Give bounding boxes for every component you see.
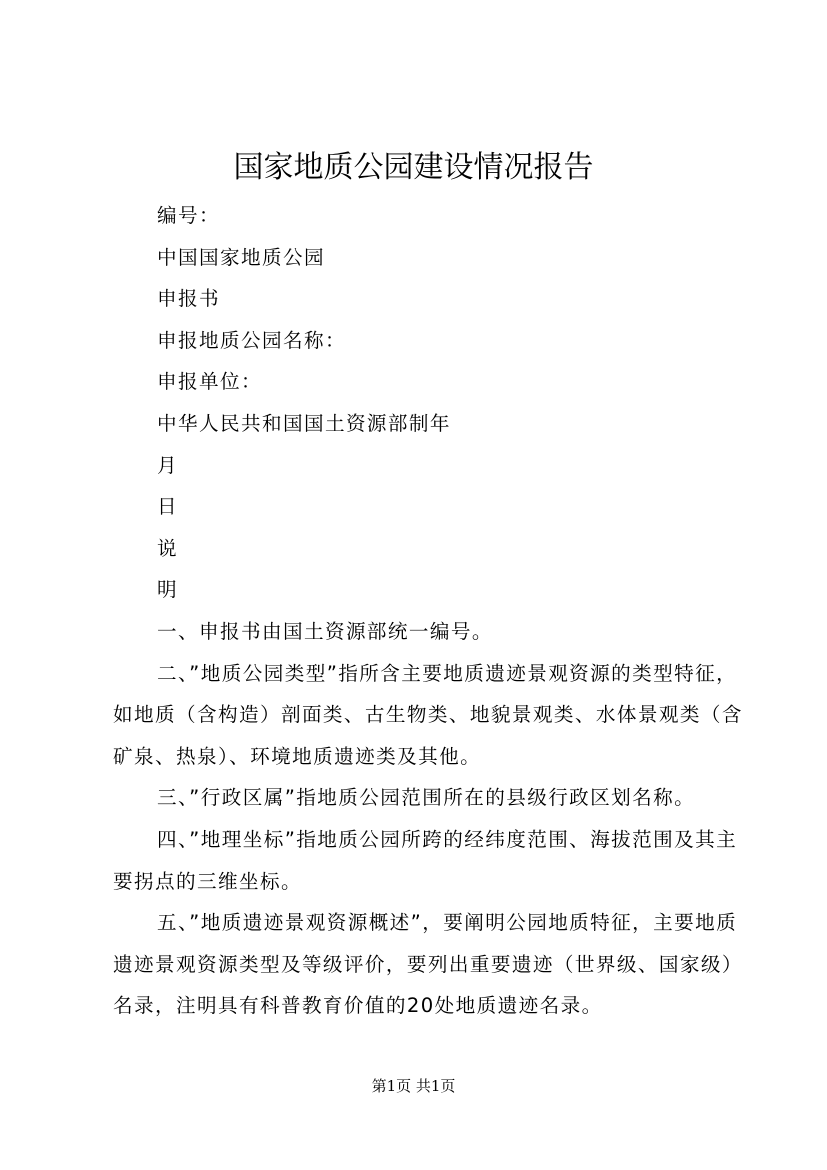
- line-day: 日: [157, 495, 178, 519]
- page-footer: [0, 1076, 827, 1096]
- line-explanation-2: 明: [157, 578, 178, 602]
- document-body: [113, 195, 753, 1027]
- line-park-name: 申报地质公园名称：: [157, 328, 346, 352]
- paragraph-item-1: 一、申报书由国土资源部统一编号。: [157, 619, 493, 643]
- line-month: 月: [157, 453, 178, 477]
- paragraph-item-5: 五、”地质遗迹景观资源概述”，要阐明公园地质特征，主要地质遗迹景观资源类型及等级评价，要列出重要遗迹（世界级、国家级）名录，注明具有科普教育价值的20处地质遗迹名录。: [113, 911, 743, 1018]
- line-serial-number: 编号：: [157, 204, 220, 227]
- paragraph-item-4: 四、”地理坐标”指地质公园所跨的经纬度范围、海拔范围及其主要拐点的三维坐标。: [113, 827, 738, 893]
- line-explanation-1: 说: [157, 536, 178, 560]
- page-number-label: 第1页 共1页: [371, 1077, 456, 1095]
- line-issuer-year: 中华人民共和国国土资源部制年: [157, 411, 451, 435]
- paragraph-item-2: 二、”地质公园类型”指所含主要地质遗迹景观资源的类型特征，如地质（含构造）剖面类、古生物类、地貌景观类、水体景观类（含矿泉、热泉）、环境地质遗迹类及其他。: [113, 661, 743, 768]
- line-applicant-unit: 申报单位：: [157, 370, 262, 394]
- line-application-form: 申报书: [157, 287, 220, 311]
- paragraph-item-3: 三、”行政区属”指地质公园范围所在的县级行政区划名称。: [157, 786, 696, 810]
- line-park-category: 中国国家地质公园: [157, 245, 325, 269]
- document-title: 国家地质公园建设情况报告: [233, 150, 594, 185]
